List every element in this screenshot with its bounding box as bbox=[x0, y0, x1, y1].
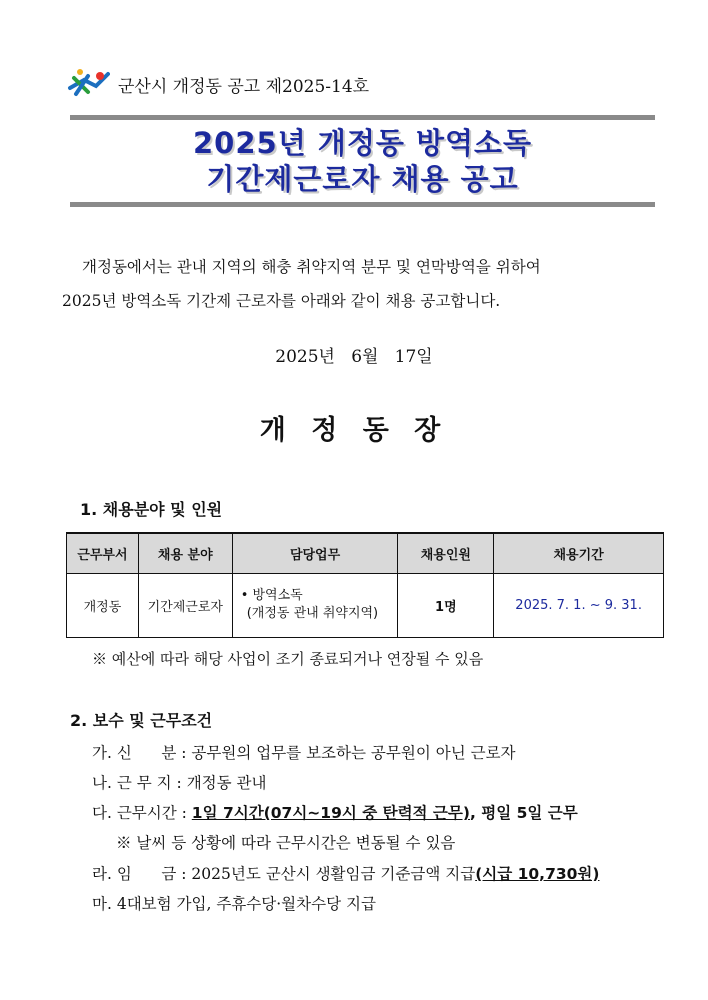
col-header-field: 채용 분야 bbox=[138, 533, 232, 573]
notice-header bbox=[66, 66, 369, 102]
condition-value: 공무원의 업무를 보조하는 공무원이 아닌 근로자 bbox=[191, 744, 516, 762]
notice-number: 군산시 개정동 공고 제2025-14호 bbox=[118, 76, 370, 97]
section2-heading: 2. 보수 및 근무조건 bbox=[70, 711, 213, 730]
col-header-count: 채용인원 bbox=[398, 533, 494, 573]
col-header-period: 채용기간 bbox=[494, 533, 664, 573]
intro-paragraph bbox=[62, 250, 652, 318]
cell-period: 2025. 7. 1. ~ 9. 31. bbox=[494, 573, 664, 637]
condition-hours-emphasis: 1일 7시간(07시~19시 중 탄력적 근무) bbox=[191, 804, 470, 822]
document-title-box bbox=[70, 115, 655, 207]
condition-hours-note: ※ 날씨 등 상황에 따라 근무시간은 변동될 수 있음 bbox=[116, 834, 456, 852]
condition-value: 2025년도 군산시 생활임금 기준금액 지급 bbox=[191, 865, 476, 883]
condition-key: 나. 근 무 지 : bbox=[92, 774, 187, 792]
condition-wage-emphasis: (시급 10,730원) bbox=[475, 865, 600, 883]
col-header-department: 근무부서 bbox=[67, 533, 139, 573]
gunsan-city-logo-icon bbox=[66, 66, 110, 102]
intro-line-1: 개정동에서는 관내 지역의 해충 취약지역 분무 및 연막방역을 위하여 bbox=[82, 258, 541, 276]
document-title-line1: 2025년 개정동 방역소독 bbox=[192, 126, 533, 160]
condition-status bbox=[92, 741, 516, 763]
intro-line-2: 2025년 방역소독 기간제 근로자를 아래와 같이 채용 공고합니다. bbox=[62, 292, 501, 310]
cell-department: 개정동 bbox=[67, 573, 139, 637]
condition-key: 가. 신 분 : bbox=[92, 744, 192, 762]
table-note: ※ 예산에 따라 해당 사업이 조기 종료되거나 연장될 수 있음 bbox=[92, 650, 484, 668]
duty-line-1: • 방역소독 bbox=[240, 588, 303, 603]
col-header-duty: 담당업무 bbox=[232, 533, 398, 573]
condition-value: 4대보험 가입, 주휴수당·월차수당 지급 bbox=[116, 895, 376, 913]
condition-wage bbox=[92, 862, 599, 884]
section1-heading: 1. 채용분야 및 인원 bbox=[80, 500, 223, 519]
cell-field: 기간제근로자 bbox=[138, 573, 232, 637]
condition-benefits bbox=[92, 892, 376, 914]
cell-duty bbox=[232, 573, 398, 637]
condition-key: 라. 임 금 : bbox=[92, 865, 192, 883]
table-row bbox=[67, 573, 664, 637]
condition-key: 마. bbox=[92, 895, 117, 913]
condition-hours bbox=[92, 801, 578, 823]
condition-key: 다. 근무시간 : bbox=[92, 804, 192, 822]
issuer-title: 개 정 동 장 bbox=[259, 415, 449, 446]
recruitment-table bbox=[66, 532, 664, 638]
document-title-line2: 기간제근로자 채용 공고 bbox=[206, 162, 519, 196]
cell-count: 1명 bbox=[398, 573, 494, 637]
condition-hours-tail: , 평일 5일 근무 bbox=[469, 804, 578, 822]
condition-value: 개정동 관내 bbox=[186, 774, 267, 792]
notice-date: 2025년 6월 17일 bbox=[275, 347, 433, 367]
duty-line-2: (개정동 관내 취약지역) bbox=[246, 606, 379, 621]
condition-workplace bbox=[92, 771, 266, 793]
